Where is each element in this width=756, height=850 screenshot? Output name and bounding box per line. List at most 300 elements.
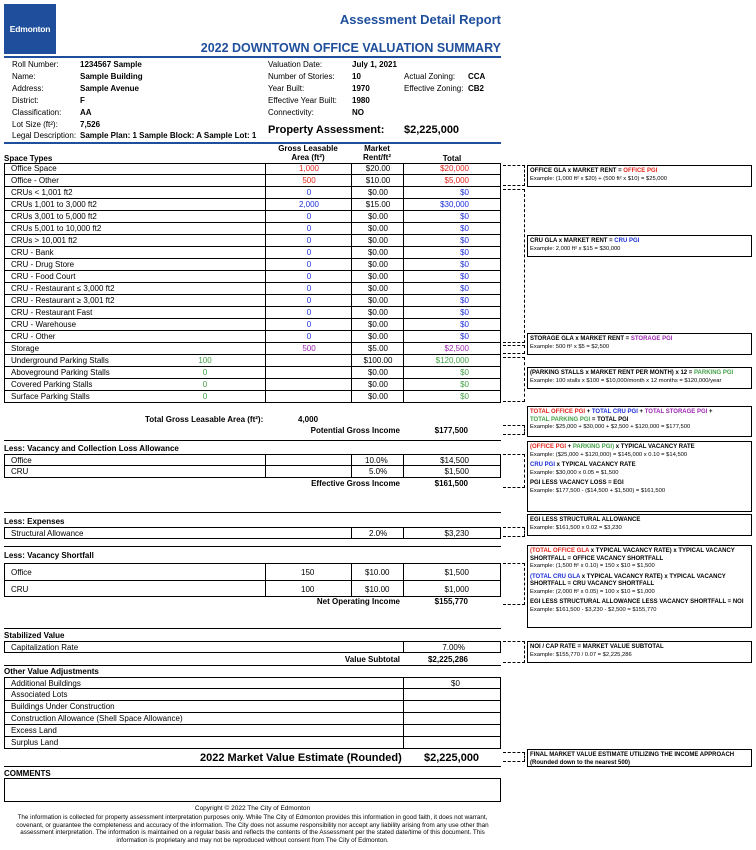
- space-row: [4, 367, 501, 379]
- note6-cru-example: Example: $30,000 x 0.05 = $1,500: [530, 469, 619, 476]
- note1-example: Example: (1,000 ft² x $20) + (500 ft² x $10) = $25,000: [530, 175, 667, 182]
- classification-label: Classification:: [12, 108, 62, 117]
- note3-highlight: STORAGE PGI: [630, 336, 673, 342]
- note5-office: TOTAL OFFICE PGI: [530, 409, 586, 415]
- space-rent: $0.00: [367, 260, 389, 269]
- space-rent: $0.00: [367, 320, 389, 329]
- col-divider: [265, 307, 266, 318]
- note8-cru-example: Example: (2,000 ft² x 0.05) = 100 x $10 = $1,000: [530, 588, 655, 595]
- shortfall-office-b: $10.00: [365, 568, 390, 577]
- space-row: [4, 247, 501, 259]
- space-row: [4, 187, 501, 199]
- note6-office: (OFFICE PGI: [530, 444, 566, 450]
- note5-parking: TOTAL PARKING PGI: [530, 416, 591, 423]
- note10-sub: (Rounded down to the nearest 500): [530, 759, 631, 766]
- note-vacancy: [527, 441, 752, 512]
- effective-zoning-value: CB2: [468, 84, 485, 93]
- col-divider: [351, 259, 352, 270]
- note5-result: = TOTAL PGI: [590, 416, 629, 423]
- address-label: Address:: [12, 84, 44, 93]
- note8-office: (TOTAL OFFICE GLA: [530, 548, 590, 554]
- space-total: $0: [460, 248, 469, 257]
- space-row: [4, 211, 501, 223]
- structural-rate: 2.0%: [369, 529, 388, 538]
- note5-plus1: +: [585, 409, 592, 415]
- space-area: 0: [306, 272, 312, 281]
- note6-egi-example: Example: $177,500 - ($14,500 + $1,500) = $161,500: [530, 487, 666, 494]
- space-area: 1,000: [298, 164, 320, 173]
- note3-text: STORAGE GLA x MARKET RENT =: [530, 336, 631, 342]
- bracket-cru: [503, 189, 525, 343]
- note9-example: Example: $155,770 / 0.07 = $2,225,286: [530, 651, 632, 658]
- col-divider: [403, 642, 404, 652]
- disclaimer: The information is collected for property assessment interpretation purposes only. While The City of Edmonton provides this information in good faith, it does not warrant, covenant, or guarantee the completeness and accuracy of the information. The City does not assume responsibility nor accept any liability arising from any use other than assessment interpretation. The information is maintained on a regular basis and reflects the contents of the Assessment per the stated date/time of this document. This information is proprietary and may not be reproduced without consent from The City of Edmonton.: [16, 814, 489, 844]
- space-area: 0: [306, 284, 312, 293]
- col-divider: [265, 223, 266, 234]
- space-label: CRU - Drug Store: [11, 260, 75, 269]
- col-divider: [265, 379, 266, 390]
- comments-rule: [4, 766, 501, 767]
- col-divider: [351, 211, 352, 222]
- note6-example: Example: ($25,000 + $120,000) = $145,000 x 0.10 = $14,500: [530, 451, 688, 458]
- structural-row: [4, 527, 501, 539]
- col-divider: [351, 283, 352, 294]
- actual-zoning-label: Actual Zoning:: [404, 72, 456, 81]
- space-rent: $0.00: [367, 332, 389, 341]
- col-divider: [351, 307, 352, 318]
- space-total: $0: [460, 380, 469, 389]
- shortfall-cru-a: 100: [301, 585, 315, 594]
- col-divider: [403, 713, 404, 724]
- space-row: [4, 307, 501, 319]
- space-rent: $10.00: [365, 176, 391, 185]
- final-value: $2,225,000: [424, 752, 480, 764]
- space-area: 0: [202, 368, 208, 377]
- space-area: 0: [306, 248, 312, 257]
- space-area: 0: [306, 260, 312, 269]
- col-divider: [265, 581, 266, 596]
- space-row: [4, 379, 501, 391]
- space-label: Underground Parking Stalls: [11, 356, 109, 365]
- col-divider: [265, 466, 266, 477]
- col-divider: [403, 223, 404, 234]
- col-divider: [351, 175, 352, 186]
- eff-year-value: 1980: [352, 96, 370, 105]
- egi-label: Effective Gross Income: [311, 479, 400, 488]
- legal-label: Legal Description:: [12, 131, 77, 140]
- space-rent: $0.00: [367, 368, 389, 377]
- bracket-expenses: [503, 527, 525, 537]
- adjustment-label: Associated Lots: [11, 690, 68, 699]
- info-rule: [4, 142, 501, 144]
- vacancy-office-row: [4, 454, 501, 466]
- adjustment-label: Excess Land: [11, 726, 57, 735]
- shortfall-cru-amt: $1,000: [444, 585, 469, 594]
- bracket-stabilized: [503, 641, 525, 663]
- note-parking-pgi: [527, 367, 752, 389]
- logo-text: Edmonton: [9, 24, 51, 34]
- space-row: [4, 391, 501, 403]
- stabilized-title: Stabilized Value: [4, 631, 65, 640]
- space-label: Office Space: [11, 164, 57, 173]
- note-total-pgi: [527, 406, 752, 437]
- gla-header: Gross Leasable Area (ft²): [278, 144, 338, 162]
- space-row: [4, 355, 501, 367]
- col-divider: [351, 466, 352, 477]
- bracket-vacancy: [503, 454, 525, 488]
- adjustment-label: Construction Allowance (Shell Space Allowance): [11, 714, 183, 723]
- col-divider: [265, 175, 266, 186]
- col-divider: [403, 211, 404, 222]
- roll-label: Roll Number:: [12, 60, 59, 69]
- note8-cru: (TOTAL CRU GLA: [530, 573, 581, 580]
- space-total: $20,000: [440, 164, 469, 173]
- space-label: Surface Parking Stalls: [11, 392, 90, 401]
- note2-highlight: CRU PGI: [614, 238, 640, 244]
- space-rent: $0.00: [367, 392, 389, 401]
- space-rent: $0.00: [367, 224, 389, 233]
- col-divider: [265, 343, 266, 354]
- note6-cru: CRU PGI: [530, 462, 556, 468]
- roll-value: 1234567 Sample: [80, 60, 142, 69]
- tgla-label: Total Gross Leasable Area (ft²):: [145, 415, 264, 424]
- col-divider: [403, 283, 404, 294]
- space-area: 0: [306, 188, 312, 197]
- col-divider: [403, 701, 404, 712]
- col-divider: [265, 187, 266, 198]
- space-label: Aboveground Parking Stalls: [11, 368, 110, 377]
- col-divider: [265, 295, 266, 306]
- other-rule: [4, 665, 501, 666]
- space-rent: $100.00: [363, 356, 393, 365]
- note8-example: Example: (1,500 ft² x 0.10) = 150 x $10 = $1,500: [530, 563, 655, 569]
- valuation-date-value: July 1, 2021: [352, 60, 397, 69]
- space-row: [4, 331, 501, 343]
- expenses-title: Less: Expenses: [4, 517, 65, 526]
- adjustment-label: Additional Buildings: [11, 679, 81, 688]
- effective-zoning-label: Effective Zoning:: [404, 84, 464, 93]
- actual-zoning-value: CCA: [468, 72, 486, 81]
- adjustment-row: [4, 701, 501, 713]
- vacancy-cru-row: [4, 466, 501, 478]
- vacancy-office-rate: 10.0%: [365, 456, 388, 465]
- col-divider: [403, 295, 404, 306]
- col-divider: [265, 283, 266, 294]
- space-label: CRU - Restaurant ≥ 3,001 ft2: [11, 296, 115, 305]
- cap-rate-row: [4, 641, 501, 653]
- space-area: 100: [198, 356, 212, 365]
- note5-plus2: +: [637, 409, 645, 415]
- space-label: CRUs < 1,001 ft2: [11, 188, 73, 197]
- note-expenses: [527, 514, 752, 536]
- col-divider: [265, 564, 266, 580]
- shortfall-cru-label: CRU: [11, 585, 29, 594]
- tgla-value: 4,000: [298, 415, 319, 424]
- col-divider: [403, 355, 404, 366]
- col-divider: [403, 331, 404, 342]
- note6-egi: PGI LESS VACANCY LOSS = EGI: [530, 480, 624, 486]
- egi-value: $161,500: [434, 479, 468, 488]
- connectivity-value: NO: [352, 108, 364, 117]
- col-divider: [403, 678, 404, 688]
- note-cru-pgi: [527, 235, 752, 257]
- col-divider: [351, 343, 352, 354]
- col-divider: [351, 223, 352, 234]
- shortfall-office-label: Office: [11, 568, 32, 577]
- col-divider: [403, 725, 404, 736]
- header-rule: [4, 56, 501, 58]
- adjustment-label: Surplus Land: [11, 738, 59, 747]
- subtotal-value: $2,225,286: [427, 655, 468, 664]
- note1-highlight: OFFICE PGI: [623, 168, 658, 174]
- space-row: [4, 295, 501, 307]
- note6-cru-rate: x TYPICAL VACANCY RATE: [555, 462, 636, 468]
- eff-year-label: Effective Year Built:: [268, 96, 337, 105]
- space-label: Storage: [11, 344, 40, 353]
- expenses-rule: [4, 512, 501, 513]
- report-title: Assessment Detail Report: [339, 12, 501, 27]
- col-divider: [265, 355, 266, 366]
- col-divider: [403, 455, 404, 465]
- space-label: CRUs 5,001 to 10,000 ft2: [11, 224, 102, 233]
- total-header: Total: [442, 154, 462, 163]
- space-total: $0: [460, 212, 469, 221]
- subtotal-label: Value Subtotal: [344, 655, 400, 664]
- space-rent: $0.00: [367, 308, 389, 317]
- bracket-parking: [503, 357, 525, 402]
- year-built-label: Year Built:: [268, 84, 305, 93]
- note-stabilized: [527, 641, 752, 663]
- space-total: $0: [460, 296, 469, 305]
- col-divider: [351, 247, 352, 258]
- note6-plus: +: [566, 444, 573, 450]
- final-label: 2022 Market Value Estimate (Rounded): [200, 752, 402, 764]
- note2-text: CRU GLA x MARKET RENT =: [530, 238, 615, 244]
- space-total: $5,000: [444, 176, 469, 185]
- space-rent: $0.00: [367, 188, 389, 197]
- note4-example: Example: 100 stalls x $100 = $10,000/month x 12 months = $120,000/year: [530, 377, 722, 384]
- district-value: F: [80, 96, 85, 105]
- space-total: $0: [460, 272, 469, 281]
- col-divider: [403, 259, 404, 270]
- space-label: CRU - Other: [11, 332, 56, 341]
- assessment-value: $2,225,000: [404, 124, 460, 136]
- note8-cru-text: x TYPICAL VACANCY RATE) x TYPICAL VACANCY SHORTFALL = CRU VACANCY SHORTFALL: [530, 573, 726, 587]
- col-divider: [403, 391, 404, 402]
- other-title: Other Value Adjustments: [4, 667, 99, 676]
- col-divider: [403, 528, 404, 538]
- space-total: $0: [460, 236, 469, 245]
- space-total: $120,000: [435, 356, 469, 365]
- space-total: $0: [460, 320, 469, 329]
- note10-text: FINAL MARKET VALUE ESTIMATE UTILIZING THE INCOME APPROACH: [530, 752, 735, 758]
- district-label: District:: [12, 96, 39, 105]
- note-office-pgi: [527, 165, 752, 187]
- col-divider: [265, 271, 266, 282]
- vacancy-cru-rate: 5.0%: [369, 467, 388, 476]
- space-area: 0: [306, 332, 312, 341]
- space-label: CRUs 3,001 to 5,000 ft2: [11, 212, 97, 221]
- space-total: $0: [460, 368, 469, 377]
- col-divider: [265, 391, 266, 402]
- col-divider: [403, 235, 404, 246]
- space-total: $0: [460, 308, 469, 317]
- space-label: CRU - Bank: [11, 248, 54, 257]
- classification-value: AA: [80, 108, 92, 117]
- lot-size-value: 7,526: [80, 120, 101, 129]
- space-total: $0: [460, 260, 469, 269]
- report-subtitle: 2022 DOWNTOWN OFFICE VALUATION SUMMARY: [200, 41, 501, 55]
- assessment-label: Property Assessment:: [268, 124, 385, 136]
- col-divider: [351, 163, 352, 174]
- comments-box: [4, 778, 501, 802]
- col-divider: [403, 367, 404, 378]
- note5-plus3: +: [707, 409, 713, 415]
- note1-text: OFFICE GLA x MARKET RENT =: [530, 168, 624, 174]
- bracket-storage: [503, 345, 525, 354]
- space-row: [4, 283, 501, 295]
- space-total: $0: [460, 332, 469, 341]
- col-divider: [403, 737, 404, 748]
- space-rent: $0.00: [367, 296, 389, 305]
- stabilized-rule: [4, 628, 501, 629]
- space-rent: $0.00: [367, 272, 389, 281]
- note2-example: Example: 2,000 ft² x $15 = $30,000: [530, 245, 621, 252]
- adjustment-row: [4, 689, 501, 701]
- stories-label: Number of Stories:: [268, 72, 335, 81]
- space-row: [4, 223, 501, 235]
- note7-example: Example: $161,500 x 0.02 = $3,230: [530, 524, 622, 531]
- note4-text: (PARKING STALLS x MARKET RENT PER MONTH) x 12 =: [530, 370, 694, 376]
- pgi-value: $177,500: [434, 426, 468, 435]
- space-row: [4, 343, 501, 355]
- col-divider: [265, 163, 266, 174]
- col-divider: [265, 367, 266, 378]
- vacancy-cru-label: CRU: [11, 467, 29, 476]
- year-built-value: 1970: [352, 84, 370, 93]
- rent-header: Market Rent/ft²: [363, 144, 391, 162]
- pgi-label: Potential Gross Income: [310, 426, 400, 435]
- space-area: 0: [306, 236, 312, 245]
- structural-label: Structural Allowance: [11, 529, 84, 538]
- col-divider: [403, 307, 404, 318]
- col-divider: [265, 235, 266, 246]
- note4-highlight: PARKING PGI: [693, 370, 734, 376]
- col-divider: [351, 187, 352, 198]
- vacancy-rule: [4, 440, 501, 441]
- col-divider: [351, 581, 352, 596]
- shortfall-office-a: 150: [301, 568, 315, 577]
- space-area: 2,000: [298, 200, 320, 209]
- space-label: CRU - Food Court: [11, 272, 76, 281]
- space-rent: $20.00: [365, 164, 391, 173]
- col-divider: [351, 391, 352, 402]
- vacancy-cru-amt: $1,500: [444, 467, 469, 476]
- col-divider: [265, 455, 266, 465]
- space-area: 500: [302, 344, 316, 353]
- note-storage-pgi: [527, 333, 752, 355]
- col-divider: [403, 466, 404, 477]
- space-area: 0: [306, 212, 312, 221]
- space-row: [4, 163, 501, 175]
- space-label: CRU - Restaurant Fast: [11, 308, 93, 317]
- space-rent: $0.00: [367, 236, 389, 245]
- note5-cru: TOTAL CRU PGI: [591, 409, 638, 415]
- adjustment-row: [4, 713, 501, 725]
- connectivity-label: Connectivity:: [268, 108, 314, 117]
- col-divider: [265, 331, 266, 342]
- space-label: CRUs > 10,001 ft2: [11, 236, 78, 245]
- col-divider: [403, 564, 404, 580]
- col-divider: [403, 187, 404, 198]
- col-divider: [403, 343, 404, 354]
- lot-size-label: Lot Size (ft²):: [12, 120, 58, 129]
- note-shortfall: [527, 545, 752, 628]
- space-area: 0: [306, 320, 312, 329]
- space-area: 0: [202, 380, 208, 389]
- col-divider: [351, 199, 352, 210]
- col-divider: [403, 689, 404, 700]
- adjustment-row: [4, 725, 501, 737]
- col-divider: [265, 259, 266, 270]
- space-rent: $0.00: [367, 248, 389, 257]
- edmonton-logo: [4, 4, 56, 54]
- legal-value: Sample Plan: 1 Sample Block: A Sample Lot: 1: [80, 131, 257, 140]
- col-divider: [403, 379, 404, 390]
- note6-rate: x TYPICAL VACANCY RATE: [614, 444, 695, 450]
- shortfall-rule: [4, 546, 501, 547]
- space-label: CRU - Restaurant ≤ 3,000 ft2: [11, 284, 115, 293]
- bracket-final: [503, 752, 525, 762]
- space-area: 0: [306, 308, 312, 317]
- name-label: Name:: [12, 72, 36, 81]
- note9-text: NOI / CAP RATE = MARKET VALUE SUBTOTAL: [530, 644, 664, 650]
- bracket-shortfall: [503, 563, 525, 605]
- space-label: CRU - Warehouse: [11, 320, 77, 329]
- noi-value: $155,770: [434, 597, 468, 606]
- col-divider: [351, 355, 352, 366]
- space-rent: $0.00: [367, 284, 389, 293]
- noi-label: Net Operating Income: [316, 597, 400, 606]
- space-label: Office - Other: [11, 176, 59, 185]
- col-divider: [351, 528, 352, 538]
- stories-value: 10: [352, 72, 361, 81]
- space-total: $0: [460, 224, 469, 233]
- shortfall-office-amt: $1,500: [444, 568, 469, 577]
- space-row: [4, 271, 501, 283]
- adjustment-label: Buildings Under Construction: [11, 702, 115, 711]
- shortfall-cru-row: [4, 581, 501, 597]
- space-total: $0: [460, 284, 469, 293]
- space-label: Covered Parking Stalls: [11, 380, 93, 389]
- structural-amt: $3,230: [444, 529, 469, 538]
- space-row: [4, 319, 501, 331]
- note8-noi-example: Example: $161,500 - $3,230 - $2,500 = $155,770: [530, 606, 657, 613]
- note5-storage: TOTAL STORAGE PGI: [644, 409, 708, 415]
- adjustment-row: [4, 737, 501, 749]
- bracket-pgi: [503, 425, 525, 435]
- space-total: $0: [460, 188, 469, 197]
- col-divider: [403, 271, 404, 282]
- space-area: 0: [306, 224, 312, 233]
- space-rent: $15.00: [365, 200, 391, 209]
- space-rent: $0.00: [367, 380, 389, 389]
- address-value: Sample Avenue: [80, 84, 139, 93]
- col-divider: [351, 235, 352, 246]
- adjustment-value: $0: [451, 679, 460, 688]
- col-divider: [351, 319, 352, 330]
- col-divider: [403, 175, 404, 186]
